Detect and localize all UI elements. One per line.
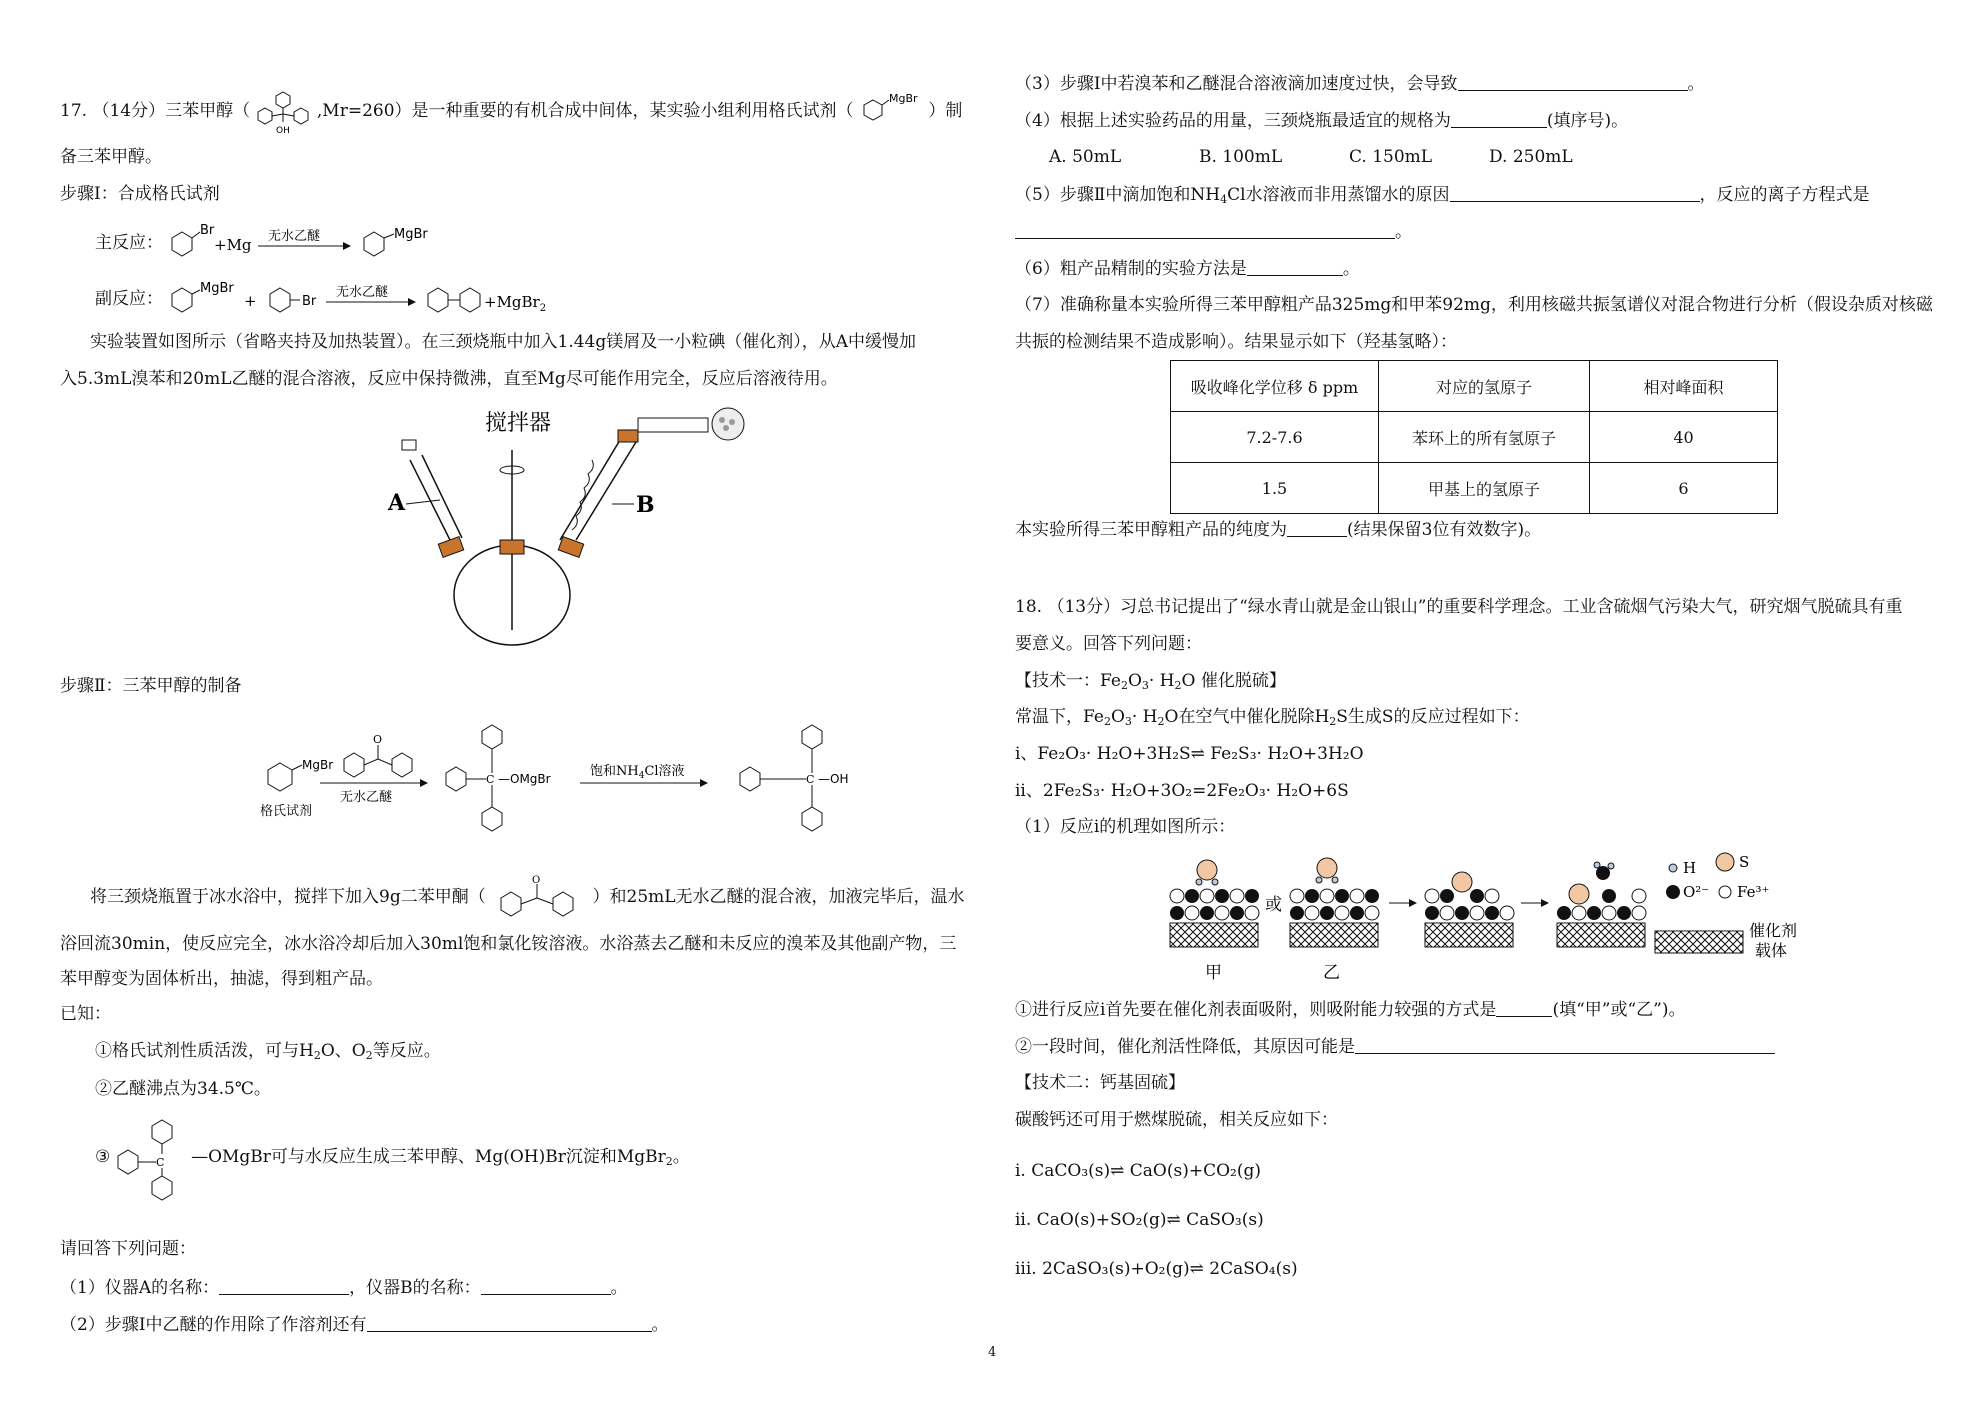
label-b: B — [636, 492, 655, 518]
answer-blank-1a[interactable] — [219, 1278, 349, 1295]
answer-blank-1b[interactable] — [481, 1278, 611, 1295]
phenyl-mgbr-structure — [859, 92, 923, 126]
step1-title: 步骤Ⅰ：合成格氏试剂 — [60, 184, 220, 204]
panel-3 — [1425, 872, 1514, 947]
answer-blank-5a[interactable] — [1450, 185, 1700, 202]
nmr-table — [1170, 360, 1778, 514]
answer-blank-5b[interactable] — [1015, 222, 1395, 239]
question-6: （6）粗产品精制的实验方法是 。 — [1015, 259, 1360, 279]
step2-solvent: 无水乙醚 — [340, 790, 393, 805]
triphenylmethanol-structure — [255, 90, 311, 134]
plus-mg-label: +Mg — [214, 236, 252, 254]
options-row — [1049, 148, 1573, 168]
answer-blank-2[interactable] — [367, 1315, 652, 1332]
trityl-omgbr-structure — [116, 1118, 186, 1198]
answer-blank-purity[interactable] — [1287, 520, 1347, 537]
question-4: （4）根据上述实验药品的用量，三颈烧瓶最适宜的规格为 (填序号)。 — [1015, 111, 1629, 131]
answer-blank-3[interactable] — [1458, 74, 1688, 91]
equation-i: i. CaCO₃(s)⇌ CaO(s)+CO₂(g) — [1015, 1161, 1262, 1181]
carbonyl-o: O — [373, 733, 383, 746]
question-5: （5）步骤Ⅱ中滴加饱和$NH_4Cl$水溶液而非用蒸馏水的原因 ，反应的离子方程式是 — [1015, 185, 1870, 206]
step2-omgbr: —OMgBr — [498, 772, 551, 786]
known-title: 已知： — [60, 1004, 111, 1024]
table-cell: 6 — [1590, 463, 1778, 514]
step2-p-a: 将三颈烧瓶置于冰水浴中，搅拌下加入9g二苯甲酮（ — [90, 887, 486, 907]
answer-blank-4[interactable] — [1451, 111, 1547, 128]
main-reaction — [95, 222, 488, 262]
legend-h: H — [1683, 859, 1697, 877]
step2-oh: —OH — [818, 772, 849, 786]
tech2-title: 【技术二：钙基固硫】 — [1015, 1073, 1185, 1093]
step2-paragraph-line1 — [90, 876, 965, 916]
side-reaction — [95, 278, 638, 318]
table-cell: 40 — [1590, 412, 1778, 463]
reaction-i: i、Fe₂O₃· H₂O+3H₂S⇌ Fe₂S₃· H₂O+3H₂O — [1015, 744, 1364, 764]
carrier-label: 载体 — [1755, 941, 1788, 960]
caco3-intro: 碳酸钙还可用于燃煤脱硫，相关反应如下： — [1015, 1110, 1338, 1130]
mechanism-figure — [1165, 848, 1798, 983]
mechanism-caption: （1）反应i的机理如图所示： — [1015, 817, 1236, 837]
legend-fe: Fe³⁺ — [1737, 883, 1770, 901]
benzophenone-structure — [491, 876, 587, 916]
q17-intro-mid: ,Mr=260）是一种重要的有机合成中间体，某实验小组利用格氏试剂（ — [316, 101, 854, 121]
step2-scheme — [250, 715, 890, 845]
q17-intro-end: ）制 — [928, 101, 963, 121]
table-cell: 1.5 — [1171, 463, 1379, 514]
option-a[interactable]: A. 50mL — [1049, 147, 1122, 167]
stirrer-label: 搅拌器 — [485, 411, 552, 436]
question-3: （3）步骤Ⅰ中若溴苯和乙醚混合溶液滴加速度过快，会导致 。 — [1015, 74, 1705, 94]
br-label: Br — [200, 223, 215, 238]
table-header: 对应的氢原子 — [1379, 361, 1590, 412]
grignard-label: 格氏试剂 — [260, 804, 313, 819]
label-jia: 甲 — [1205, 963, 1222, 983]
known-2: ②乙醚沸点为34.5℃。 — [95, 1079, 271, 1099]
legend-o: O²⁻ — [1683, 883, 1710, 901]
question-7-line1: （7）准确称量本实验所得三苯甲醇粗产品325mg和甲苯92mg，利用核磁共振氢谱仪对混合物进行分析（假设杂质对核磁 — [1015, 295, 1933, 315]
table-header-row — [1171, 361, 1778, 412]
apparatus-figure — [320, 400, 780, 650]
legend-s: S — [1739, 853, 1750, 871]
step2-title: 步骤Ⅱ：三苯甲醇的制备 — [60, 676, 242, 696]
step2-c1: C — [486, 773, 495, 786]
plus-sign: + — [244, 292, 257, 310]
main-reaction-label: 主反应： — [95, 233, 163, 253]
step2-p-b: ）和25mL无水乙醚的混合液，加液完毕后，温水 — [592, 887, 965, 907]
step2-paragraph-line2: 浴回流30min，使反应完全，冰水浴冷却后加入30ml饱和氯化铵溶液。水浴蒸去乙醚和未反应的溴苯及其他副产物，三 — [60, 934, 957, 954]
tech1-title: 【技术一：$Fe_2O_3\cdot H_2O$ 催化脱硫】 — [1015, 671, 1286, 692]
q18-1b: ②一段时间，催化剂活性降低，其原因可能是 — [1015, 1037, 1775, 1058]
table-cell: 苯环上的所有氢原子 — [1379, 412, 1590, 463]
option-b[interactable]: B. 100mL — [1199, 147, 1283, 167]
trityl-c: C — [155, 1156, 165, 1169]
known-3: ③ C —OMgBr可与水反应生成三苯甲醇、Mg(OH)Br沉淀和MgBr$_2$。 — [95, 1118, 690, 1198]
solvent-label: 无水乙醚 — [268, 229, 321, 244]
panel-jia — [1170, 860, 1259, 983]
q17-intro-start: 17. （14分）三苯甲醇（ — [60, 101, 251, 121]
mgbr-product-label: MgBr — [394, 227, 429, 242]
q18-intro-line2: 要意义。回答下列问题： — [1015, 634, 1202, 654]
step2-mgbr: MgBr — [302, 758, 334, 772]
q17-intro-line — [60, 90, 962, 134]
option-d[interactable]: D. 250mL — [1489, 147, 1573, 167]
step2-c2: C — [806, 773, 815, 786]
catalyst-label: 催化剂 — [1749, 921, 1798, 940]
side-solvent-label: 无水乙醚 — [336, 285, 389, 300]
side-product: +MgBr$_2$ — [484, 293, 547, 314]
known-1: ①格氏试剂性质活泼，可与$H_2O$、$O_2$等反应。 — [95, 1041, 441, 1062]
table-row — [1171, 463, 1778, 514]
table-cell: 甲基上的氢原子 — [1379, 463, 1590, 514]
label-or: 或 — [1265, 895, 1282, 915]
step2-paragraph-line3: 苯甲醇变为固体析出，抽滤，得到粗产品。 — [60, 969, 383, 989]
answer-blank-6[interactable] — [1247, 259, 1343, 276]
question-7-line2: 共振的检测结果不造成影响）。结果显示如下（羟基氢略）： — [1015, 332, 1457, 352]
setup-paragraph-1: 实验装置如图所示（省略夹持及加热装置）。在三颈烧瓶中加入1.44g镁屑及一小粒碘（催化剂），从A中缓慢加 — [90, 332, 917, 352]
oh-label: OH — [276, 126, 291, 136]
q18-1a: ①进行反应i首先要在催化剂表面吸附，则吸附能力较强的方式是 (填“甲”或“乙”)。 — [1015, 1000, 1686, 1020]
panel-yi — [1290, 858, 1379, 983]
answer-blank-18-1b[interactable] — [1355, 1037, 1775, 1054]
side-reaction-label: 副反应： — [95, 289, 163, 309]
q18-intro-line1: 18. （13分）习总书记提出了“绿水青山就是金山银山”的重要科学理念。工业含硫烟气污染大气，研究烟气脱硫具有重 — [1015, 597, 1903, 617]
label-a: A — [388, 490, 406, 516]
table-header: 吸收峰化学位移 δ ppm — [1171, 361, 1379, 412]
side-reaction-scheme — [168, 278, 638, 318]
benzophenone-o: O — [532, 875, 541, 886]
purity-question: 本实验所得三苯甲醇粗产品的纯度为 (结果保留3位有效数字)。 — [1015, 520, 1542, 540]
label-yi: 乙 — [1323, 963, 1340, 983]
table-cell: 7.2-7.6 — [1171, 412, 1379, 463]
side-br-label: Br — [302, 294, 317, 309]
equation-ii: ii. CaO(s)+SO₂(g)⇌ CaSO₃(s) — [1015, 1210, 1264, 1230]
setup-paragraph-2: 入5.3mL溴苯和20mL乙醚的混合溶液，反应中保持微沸，直至Mg尽可能作用完全，反应后溶液待用。 — [60, 369, 838, 389]
main-reaction-scheme — [168, 222, 488, 262]
room-temp-line: 常温下，$Fe_2O_3\cdot H_2O$在空气中催化脱除$H_2S$生成S的反应过程如下： — [1015, 707, 1530, 728]
answer-prompt: 请回答下列问题： — [60, 1239, 196, 1259]
question-5-cont: 。 — [1015, 222, 1412, 243]
question-2: （2）步骤Ⅰ中乙醚的作用除了作溶剂还有 。 — [60, 1315, 669, 1335]
table-header: 相对峰面积 — [1590, 361, 1778, 412]
answer-blank-18-1a[interactable] — [1496, 1000, 1552, 1017]
question-1: （1）仪器A的名称： ，仪器B的名称： 。 — [60, 1278, 628, 1298]
side-mgbr-label: MgBr — [200, 281, 235, 296]
legend — [1655, 853, 1797, 960]
page-number: 4 — [988, 1345, 997, 1360]
nh4cl-label: 饱和$NH_4Cl$溶液 — [590, 764, 685, 781]
panel-4 — [1557, 862, 1646, 947]
q17-intro-continued: 备三苯甲醇。 — [60, 147, 162, 167]
reaction-ii: ii、2Fe₂S₃· H₂O+3O₂=2Fe₂O₃· H₂O+6S — [1015, 781, 1349, 801]
equation-iii: iii. 2CaSO₃(s)+O₂(g)⇌ 2CaSO₄(s) — [1015, 1259, 1298, 1279]
mgbr-label: MgBr — [888, 92, 918, 105]
table-row — [1171, 412, 1778, 463]
option-c[interactable]: C. 150mL — [1349, 147, 1433, 167]
